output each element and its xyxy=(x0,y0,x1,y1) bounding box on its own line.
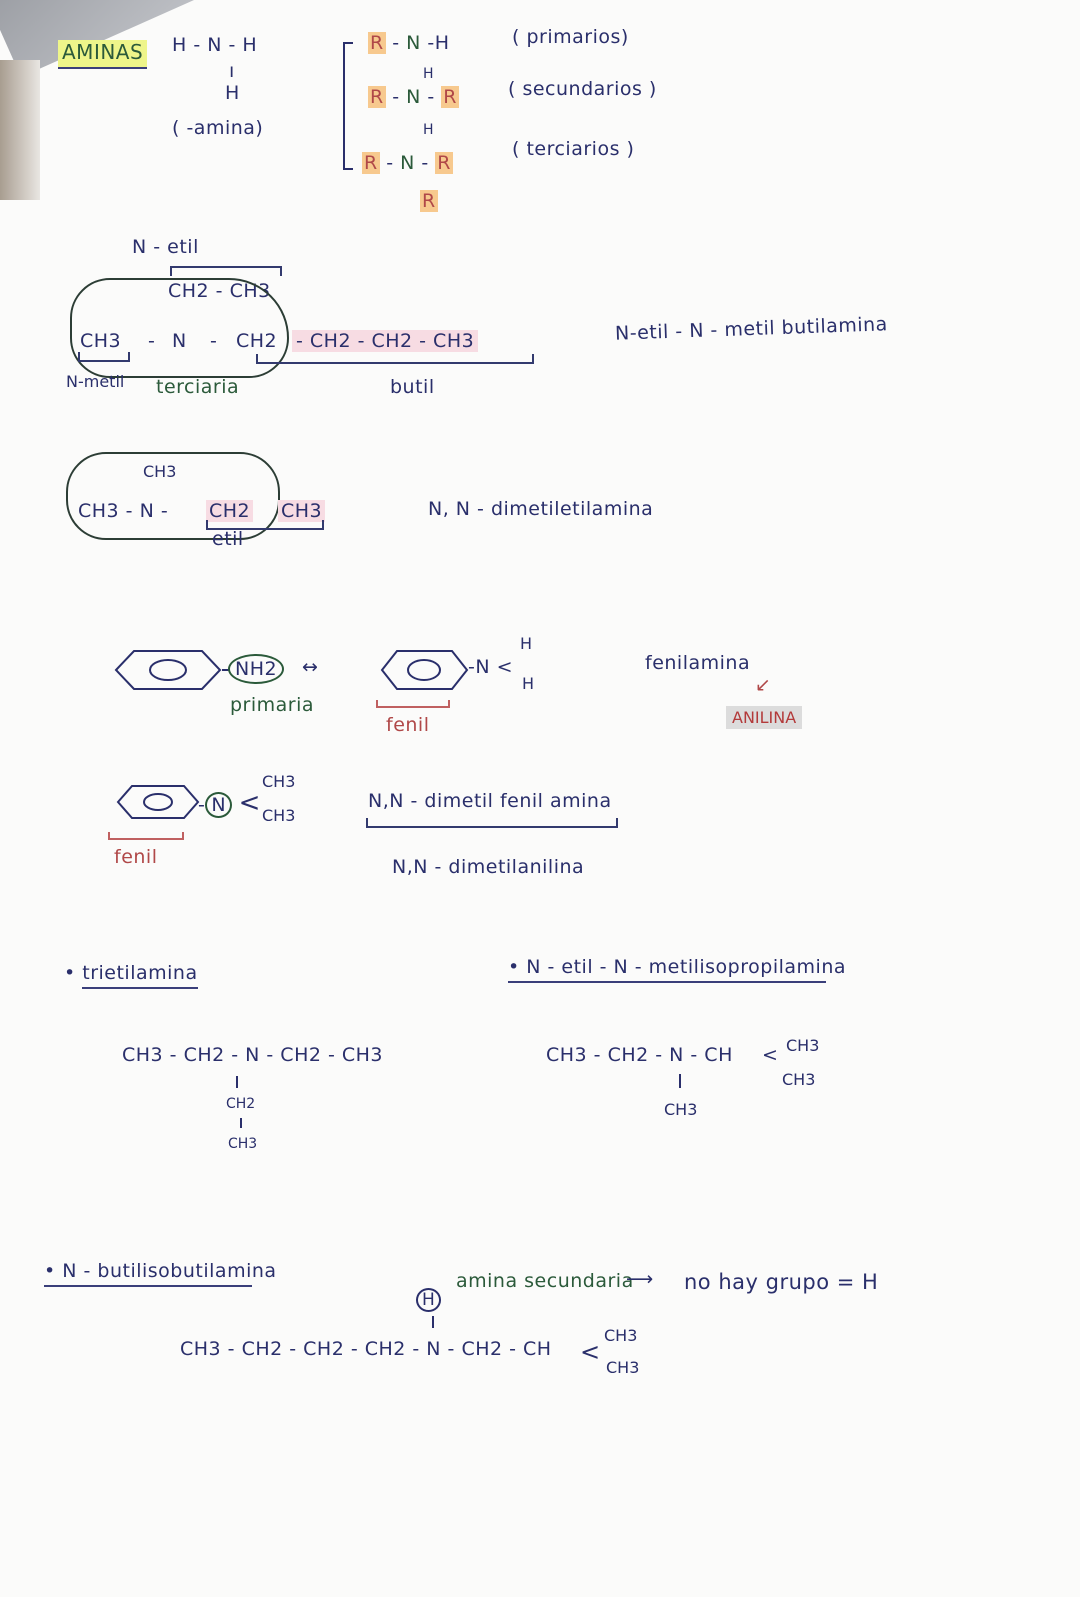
classification-bracket xyxy=(343,42,353,170)
red-bracket-fenil xyxy=(376,700,450,708)
example2-name: N, N - dimetiletilamina xyxy=(428,498,654,520)
label-secundarios: ( secundarios ) xyxy=(508,78,657,100)
exercise-1-title: • trietilamina xyxy=(64,962,198,984)
aniline-h-top: H xyxy=(520,634,533,653)
ex2-chain-left: CH3 - N - xyxy=(78,500,169,522)
ex3-branch-bottom: CH3 xyxy=(606,1358,640,1377)
aniline-n: -N < xyxy=(468,656,514,678)
ex2-top-ch3: CH3 xyxy=(143,462,177,481)
ex2-ch2: CH2 xyxy=(206,500,253,522)
label-fenil: fenil xyxy=(386,714,430,736)
chain-dash1: - xyxy=(148,330,156,352)
ex3-note2: no hay grupo = H xyxy=(684,1270,879,1294)
label-terciaria: terciaria xyxy=(156,376,240,398)
ex3-note: amina secundaria xyxy=(456,1270,634,1292)
dma-alt-name: N,N - dimetilanilina xyxy=(392,856,585,878)
ex3-h: H xyxy=(416,1288,441,1312)
ex3-arrow: ⟶ xyxy=(626,1268,654,1290)
bracket-butil xyxy=(256,354,534,364)
benzene-ring-icon-2 xyxy=(380,648,470,692)
dma-name: N,N - dimetil fenil amina xyxy=(368,790,612,812)
red-arrow-icon: ↙ xyxy=(755,674,772,696)
class-r-below: R xyxy=(422,190,436,212)
dma-n: - N < xyxy=(198,788,261,818)
exercise-2-title: • N - etil - N - metilisopropilamina xyxy=(508,956,826,983)
label-primarios: ( primarios) xyxy=(512,26,629,48)
bracket-etil xyxy=(170,266,282,276)
ex3-main-chain: CH3 - CH2 - CH2 - CH2 - N - CH2 - CH xyxy=(180,1338,552,1360)
chain-n: N xyxy=(172,330,187,352)
label-n-metil: N-metil xyxy=(66,372,125,391)
dma-ch3-top: CH3 xyxy=(262,772,296,791)
bond-h-2: H xyxy=(423,122,434,138)
class-row-secondary: R - N - R xyxy=(370,86,457,108)
resonance-arrow: ↔ xyxy=(302,656,319,678)
aniline-alt-name: ANILINA xyxy=(726,708,802,727)
ammonia-caption: ( -amina) xyxy=(172,117,264,139)
example1-name: N-etil - N - metil butilamina xyxy=(614,313,889,345)
ex2-main-chain: CH3 - CH2 - N - CH xyxy=(546,1044,733,1066)
chain-ch2: CH2 xyxy=(236,330,278,352)
bond-h-1: H xyxy=(423,66,434,82)
red-bracket-fenil-2 xyxy=(108,832,184,840)
ammonia-bond: ı xyxy=(229,60,235,82)
ex2-branch-bottom: CH3 xyxy=(782,1070,816,1089)
benzene-ring-icon xyxy=(114,648,224,692)
exercise-3-title: • N - butilisobutilamina xyxy=(44,1260,252,1287)
class-row-primary: R - N -H xyxy=(370,32,450,54)
ex2-ch3: CH3 xyxy=(278,500,325,522)
label-primaria: primaria xyxy=(230,694,315,716)
label-terciarios: ( terciarios ) xyxy=(512,138,635,160)
class-row-tertiary: R - N - R xyxy=(364,152,451,174)
label-n-etil: N - etil xyxy=(132,236,199,258)
ex3-branch-top: CH3 xyxy=(604,1326,638,1345)
ex1-sub-ch3: CH3 xyxy=(228,1136,258,1152)
ammonia-h-bottom: H xyxy=(225,82,240,104)
page-title: AMINAS xyxy=(58,40,147,64)
aniline-h-bottom: H xyxy=(522,674,535,693)
label-fenil-2: fenil xyxy=(114,846,158,868)
chain-ch3: CH3 xyxy=(80,330,122,352)
ethyl-branch: CH2 - CH3 xyxy=(168,280,271,302)
ex2-branch-top: CH3 xyxy=(786,1036,820,1055)
label-butil: butil xyxy=(390,376,435,398)
label-etil: etil xyxy=(212,528,244,550)
chain-butyl: - CH2 - CH2 - CH3 xyxy=(292,330,478,352)
bracket-metil xyxy=(78,352,130,362)
benzene-ring-icon-3 xyxy=(116,784,200,820)
ex2-sub-ch3: CH3 xyxy=(664,1100,698,1119)
aniline-name: fenilamina xyxy=(645,652,751,674)
ammonia-formula: H - N - H xyxy=(172,34,258,56)
bracket-dma xyxy=(366,818,618,828)
dma-ch3-bottom: CH3 xyxy=(262,806,296,825)
ex1-sub-ch2: CH2 xyxy=(226,1096,256,1112)
desk-edge xyxy=(0,60,40,200)
ex1-main-chain: CH3 - CH2 - N - CH2 - CH3 xyxy=(122,1044,384,1066)
chain-dash2: - xyxy=(210,330,218,352)
nh2-group: NH2 xyxy=(228,654,284,684)
